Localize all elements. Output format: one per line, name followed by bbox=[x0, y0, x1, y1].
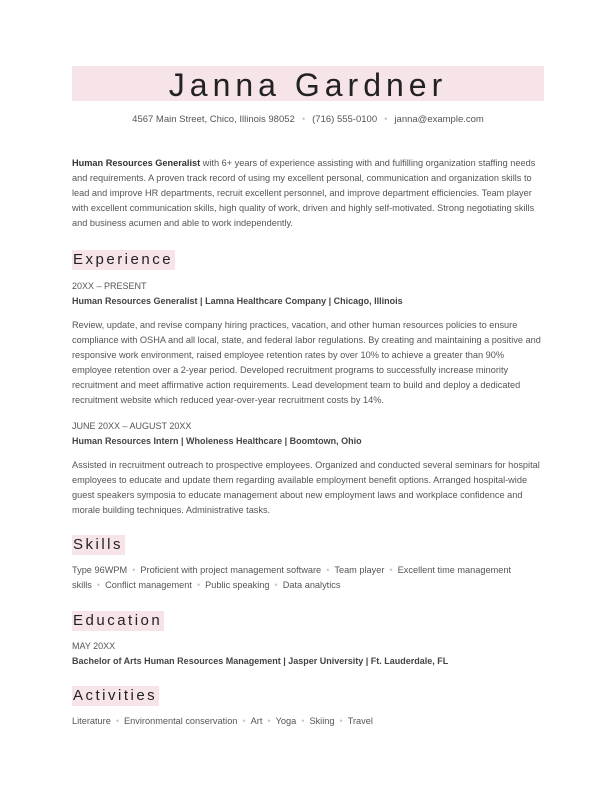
activity-item: Art bbox=[250, 716, 263, 726]
skill-item: Excellent time management skills bbox=[72, 565, 512, 590]
bullet-separator: • bbox=[115, 716, 120, 726]
activity-item: Travel bbox=[347, 716, 373, 726]
bullet-separator: • bbox=[196, 580, 201, 590]
job-dates: JUNE 20XX – AUGUST 20XX bbox=[72, 421, 192, 431]
skill-item: Team player bbox=[334, 565, 385, 575]
section-heading-activities: Activities bbox=[73, 687, 158, 704]
skills-list bbox=[72, 563, 544, 593]
section-heading-experience: Experience bbox=[73, 251, 174, 268]
contact-separator: • bbox=[384, 114, 388, 125]
contact-phone: (716) 555-0100 bbox=[312, 114, 378, 125]
section-heading-skills: Skills bbox=[73, 536, 124, 553]
education-dates: MAY 20XX bbox=[72, 641, 116, 651]
bullet-separator: • bbox=[274, 580, 278, 590]
bullet-separator: • bbox=[301, 716, 305, 726]
bullet-separator: • bbox=[242, 716, 246, 726]
bullet-separator: • bbox=[326, 565, 330, 575]
activities-list bbox=[72, 714, 544, 729]
contact-email: janna@example.com bbox=[394, 114, 484, 125]
skill-item: Proficient with project management software bbox=[140, 565, 322, 575]
job-description: Review, update, and revise company hiring practices, vacation, and other human resources policies to ensure compliance with OSHA and all local, state, and federal labor regulations. By creating and maintaining a positive and responsive work environment, raised employee retention rates by over 10% to achieve a greater than 90% employee retention over a 2-year period. Developed recruitment programs to successfully increase minority recruitment and meet affirmative action requirements. Lead development team to build and deploy a dedicated recruitment website which reduced year-over-year recruitment costs by 14%. bbox=[72, 320, 541, 405]
candidate-name: Janna Gardner bbox=[168, 67, 448, 103]
contact-address: 4567 Main Street, Chico, Illinois 98052 bbox=[132, 114, 295, 125]
contact-line bbox=[72, 113, 544, 127]
job-title: Human Resources Generalist | Lamna Healthcare Company | Chicago, Illinois bbox=[72, 296, 403, 306]
skill-item: Type 96WPM bbox=[72, 565, 128, 575]
bullet-separator: • bbox=[96, 580, 101, 590]
skill-item: Public speaking bbox=[205, 580, 270, 590]
bullet-separator: • bbox=[267, 716, 271, 726]
summary-paragraph bbox=[72, 156, 544, 231]
skill-item: Conflict management bbox=[105, 580, 192, 590]
bullet-separator: • bbox=[339, 716, 343, 726]
activity-item: Literature bbox=[72, 716, 111, 726]
section-heading-education: Education bbox=[73, 612, 163, 629]
activity-item: Yoga bbox=[275, 716, 297, 726]
activity-item: Skiing bbox=[309, 716, 335, 726]
summary-text: with 6+ years of experience assisting with and fulfilling organization staffing needs and requirements. A proven track record of using my excellent personal, communication and organization skills to lead and improve HR departments, recruit excellent personnel, and improve department efficiencies. Team player with excellent communication skills, high quality of work, driven and highly self-motivated. Strong negotiating skills and business acumen and able to work independently. bbox=[72, 158, 536, 228]
job-dates: 20XX – PRESENT bbox=[72, 281, 147, 291]
education-degree: Bachelor of Arts Human Resources Management | Jasper University | Ft. Lauderdale, FL bbox=[72, 656, 449, 666]
job-description: Assisted in recruitment outreach to prospective employees. Organized and conducted several seminars for hospital employees to educate and update them regarding available employment benefit options. Arranged hospital-wide guest speakers symposia to educate management about new employment laws and workplace confidence and morale building techniques. Administrative tasks. bbox=[72, 460, 540, 515]
activity-item: Environmental conservation bbox=[124, 716, 238, 726]
skill-item: Data analytics bbox=[282, 580, 341, 590]
contact-separator: • bbox=[301, 114, 306, 125]
summary-lead: Human Resources Generalist bbox=[72, 158, 201, 168]
job-title: Human Resources Intern | Wholeness Healthcare | Boomtown, Ohio bbox=[72, 436, 362, 446]
bullet-separator: • bbox=[132, 565, 136, 575]
bullet-separator: • bbox=[389, 565, 393, 575]
